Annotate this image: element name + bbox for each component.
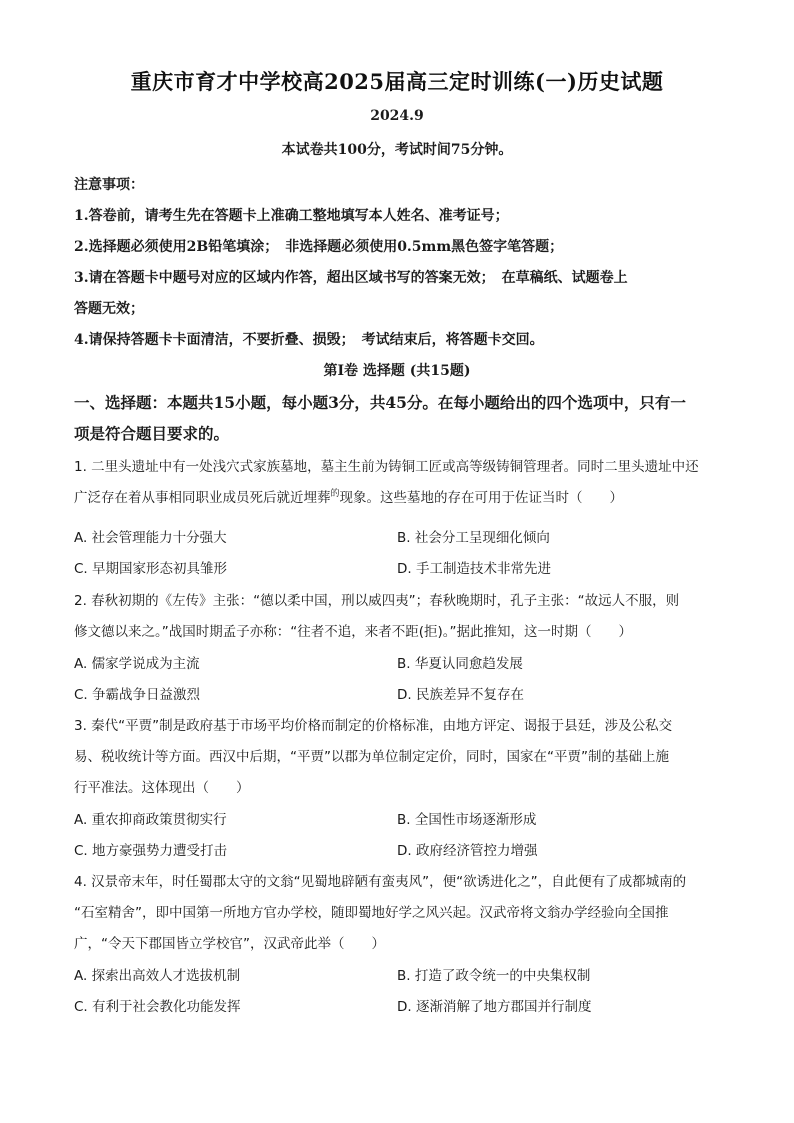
notice-heading: 注意事项： — [74, 177, 144, 193]
notice-item-4: 4.请保持答题卡卡面清洁，不要折叠、损毁； 考试结束后，将答题卡交回。 — [74, 332, 544, 348]
section-title: 第Ⅰ卷 选择题 (共15题) — [323, 363, 471, 379]
question-4-line-1: 4. 汉景帝末年，时任蜀郡太守的文翁“见蜀地辟陋有蛮夷风”，便“欲诱进化之”，自此便有了成都城南的 — [74, 874, 687, 890]
question-4-option-d: D. 逐渐消解了地方郡国并行制度 — [397, 999, 592, 1015]
notice-item-3-cont: 答题无效； — [74, 301, 144, 317]
question-2-option-a: A. 儒家学说成为主流 — [74, 656, 200, 672]
question-2-option-d: D. 民族差异不复存在 — [397, 687, 524, 703]
question-1-option-b: B. 社会分工呈现细化倾向 — [397, 530, 550, 546]
question-1-line-2 — [74, 486, 734, 506]
part-instructions-line-1: 一、选择题：本题共15小题，每小题3分，共45分。在每小题给出的四个选项中，只有一 — [74, 393, 686, 412]
question-2-option-c: C. 争霸战争日益激烈 — [74, 687, 201, 703]
notice-item-2: 2.选择题必须使用2B铅笔填涂； 非选择题必须使用0.5mm黑色签字笔答题； — [74, 239, 564, 255]
question-1-option-a: A. 社会管理能力十分强大 — [74, 530, 227, 546]
question-2-line-2: 修文德以来之。”战国时期孟子亦称：“往者不追，来者不距(拒)。”据此推知，这一时期（ ） — [74, 624, 633, 640]
question-3-option-a: A. 重农抑商政策贯彻实行 — [74, 812, 227, 828]
question-1-line-2-text: 广泛存在着从事相同职业成员死后就近埋葬 — [74, 490, 331, 506]
question-1-line-1: 1. 二里头遗址中有一处浅穴式家族墓地，墓主生前为铸铜工匠或高等级铸铜管理者。同时二里头遗址中还 — [74, 459, 699, 475]
question-4-option-a: A. 探索出高效人才选拔机制 — [74, 968, 241, 984]
question-1-line-2-tail: 现象。这些墓地的存在可用于佐证当时（ ） — [339, 490, 624, 506]
part-instructions-line-2: 项是符合题目要求的。 — [74, 424, 230, 443]
question-2-option-b: B. 华夏认同愈趋发展 — [397, 656, 523, 672]
question-4-line-3: 广，“令天下郡国皆立学校官”，汉武帝此举（ ） — [74, 936, 385, 952]
question-3-line-2: 易、税收统计等方面。西汉中后期，“平贾”以郡为单位制定定价，同时，国家在“平贾”制的基础上施 — [74, 749, 669, 765]
question-3-option-b: B. 全国性市场逐渐形成 — [397, 812, 537, 828]
notice-item-3: 3.请在答题卡中题号对应的区域内作答，超出区域书写的答案无效； 在草稿纸、试题卷上 — [74, 270, 628, 286]
question-2-line-1: 2. 春秋初期的《左传》主张：“德以柔中国，刑以威四夷”；春秋晚期时，孔子主张：“故远人不服，则 — [74, 593, 680, 609]
question-3-option-c: C. 地方豪强势力遭受打击 — [74, 843, 228, 859]
question-1-superscript: 的 — [330, 489, 340, 499]
question-1-option-d: D. 手工制造技术非常先进 — [397, 561, 551, 577]
question-4-option-c: C. 有利于社会教化功能发挥 — [74, 999, 241, 1015]
question-3-line-3: 行平准法。这体现出（ ） — [74, 780, 250, 796]
question-3-line-1: 3. 秦代“平贾”制是政府基于市场平均价格而制定的价格标准，由地方评定、谒报于县廷，涉及公私交 — [74, 718, 673, 734]
exam-title: 重庆市育才中学校高2025届高三定时训练(一)历史试题 — [130, 69, 664, 94]
exam-intro: 本试卷共100分，考试时间75分钟。 — [281, 142, 513, 158]
notice-item-1: 1.答卷前，请考生先在答题卡上准确工整地填写本人姓名、准考证号； — [74, 208, 509, 224]
exam-date: 2024.9 — [370, 108, 424, 124]
question-4-line-2: “石室精舍”，即中国第一所地方官办学校，随即蜀地好学之风兴起。汉武帝将文翁办学经验向全国推 — [74, 905, 669, 921]
question-3-option-d: D. 政府经济管控力增强 — [397, 843, 538, 859]
question-1-option-c: C. 早期国家形态初具雏形 — [74, 561, 228, 577]
question-4-option-b: B. 打造了政令统一的中央集权制 — [397, 968, 591, 984]
